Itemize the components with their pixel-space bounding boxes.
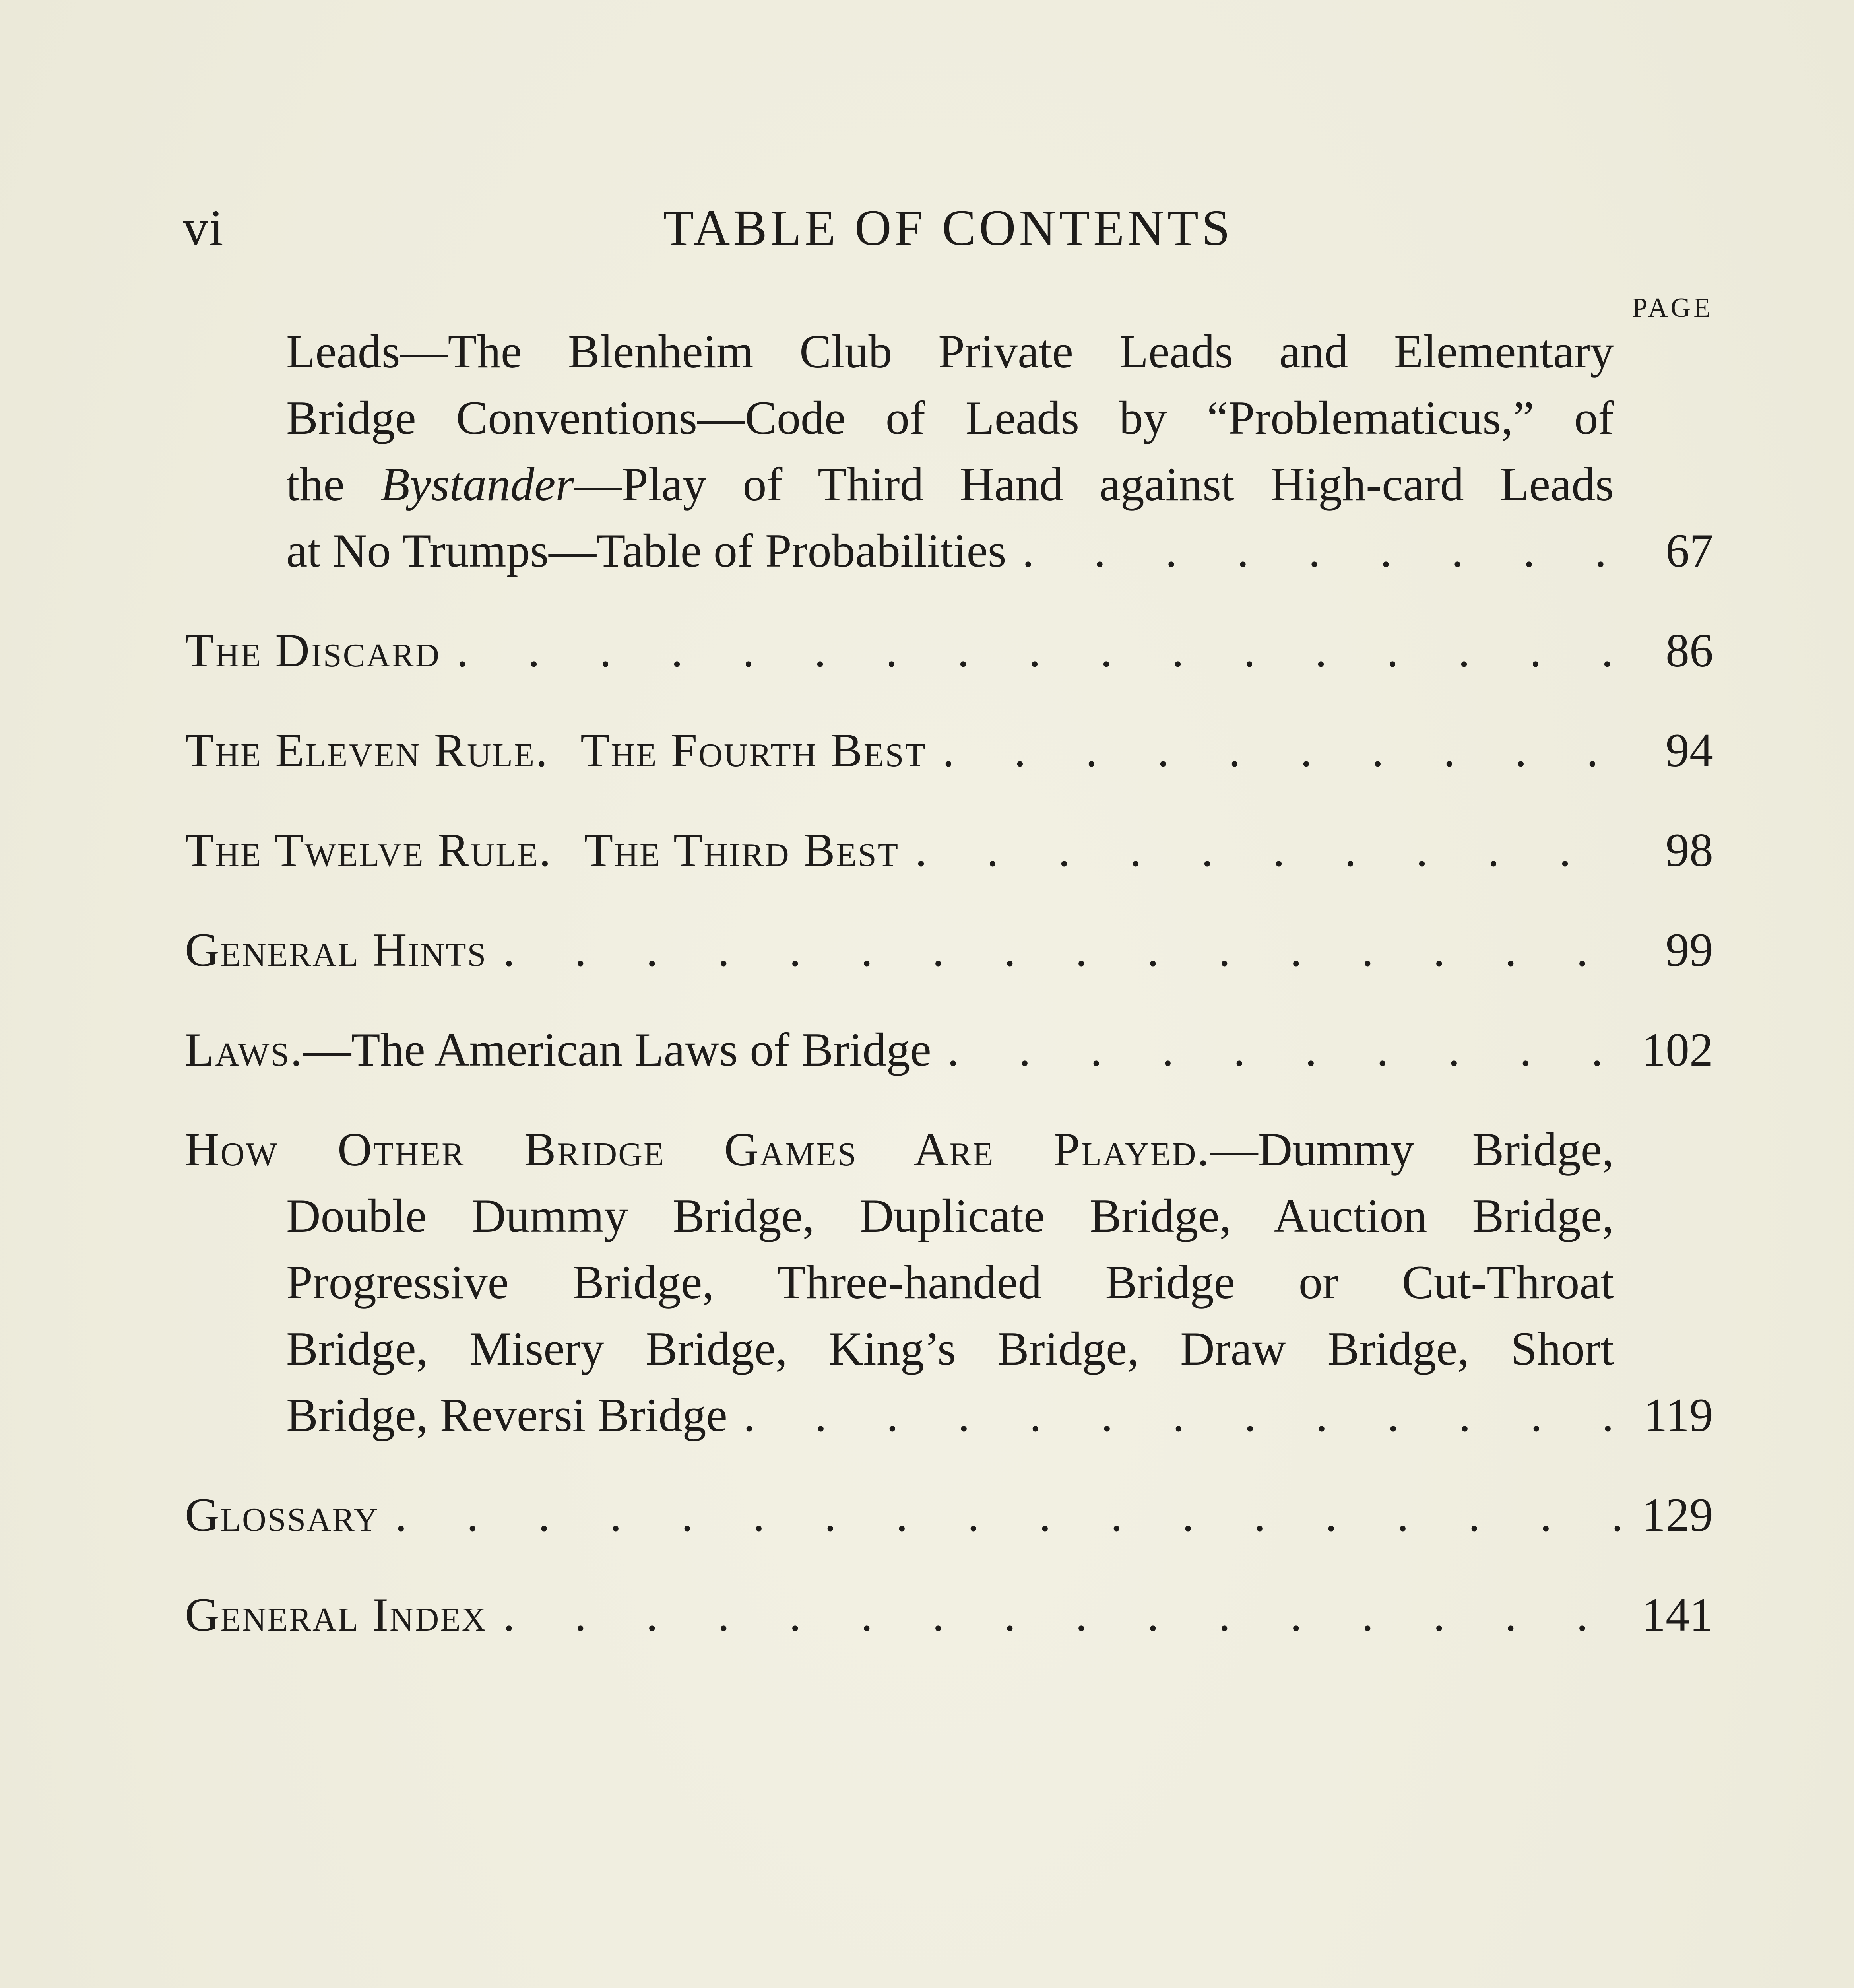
toc-text: the Bystander—Play of Third Hand against High-card Leads [286, 458, 1614, 511]
toc-entry-discard [185, 617, 1713, 683]
running-title: TABLE OF CONTENTS [663, 200, 1233, 256]
dot-leader [379, 1481, 1634, 1548]
dot-leader [440, 617, 1634, 683]
toc-entry-general-index [185, 1581, 1713, 1648]
toc-text: Leads—The Blenheim Club Private Leads and Elementary [286, 325, 1614, 378]
toc-page-number: 129 [1642, 1488, 1713, 1541]
toc-subtitle: The Fourth Best [580, 724, 927, 777]
toc-text: Bridge, Reversi Bridge [286, 1388, 727, 1441]
dot-leader [927, 717, 1634, 783]
toc-text: Progressive Bridge, Three-handed Bridge or Cut-Throat [286, 1256, 1614, 1309]
toc-title: Laws. [185, 1023, 304, 1076]
toc-title: Glossary [185, 1488, 379, 1541]
toc-title: The Twelve Rule. [185, 823, 552, 876]
toc-entry-leads-continued [185, 318, 1713, 584]
dot-leader [487, 916, 1634, 983]
toc-title: The Discard [185, 624, 441, 677]
toc-text: Double Dummy Bridge, Duplicate Bridge, Auction Bridge, [286, 1189, 1614, 1242]
dot-leader [899, 817, 1634, 883]
toc-title: General Hints [185, 923, 487, 976]
toc-title: General Index [185, 1588, 487, 1641]
publication-title: Bystander [380, 458, 574, 511]
toc-entry-glossary [185, 1481, 1713, 1548]
dot-leader [727, 1382, 1634, 1448]
toc-text: —The American Laws of Bridge [303, 1023, 931, 1076]
toc-entry-other-bridge-games [185, 1116, 1713, 1448]
toc-text: How Other Bridge Games Are Played.—Dummy Bridge, [185, 1123, 1614, 1176]
toc-entry-twelve-rule [185, 817, 1713, 883]
toc-text: at No Trumps—Table of Probabilities [286, 524, 1007, 577]
toc-page-number: 102 [1642, 1023, 1713, 1076]
toc-entry-laws [185, 1016, 1713, 1083]
dot-leader [1007, 517, 1634, 584]
page-header [183, 199, 1713, 278]
toc-page-number: 98 [1666, 823, 1713, 876]
toc-entry-general-hints [185, 916, 1713, 983]
table-of-contents [185, 318, 1713, 1648]
toc-entry-eleven-rule [185, 717, 1713, 783]
dot-leader [487, 1581, 1634, 1648]
toc-subtitle: The Third Best [584, 823, 900, 876]
toc-page-number: 86 [1666, 624, 1713, 677]
dot-leader [931, 1016, 1634, 1083]
toc-text: Bridge Conventions—Code of Leads by “Problematicus,” of [286, 391, 1614, 444]
toc-text: Bridge, Misery Bridge, King’s Bridge, Draw Bridge, Short [286, 1322, 1614, 1375]
toc-page-number: 119 [1643, 1388, 1713, 1441]
toc-page-number: 94 [1666, 724, 1713, 777]
page-folio: vi [183, 200, 224, 256]
toc-page-number: 141 [1642, 1588, 1713, 1641]
toc-page-number: 99 [1666, 923, 1713, 976]
toc-title: The Eleven Rule. [185, 724, 549, 777]
toc-page-number: 67 [1666, 524, 1713, 577]
page-column-label: PAGE [1632, 293, 1713, 323]
toc-title: How Other Bridge Games Are Played. [185, 1123, 1210, 1176]
